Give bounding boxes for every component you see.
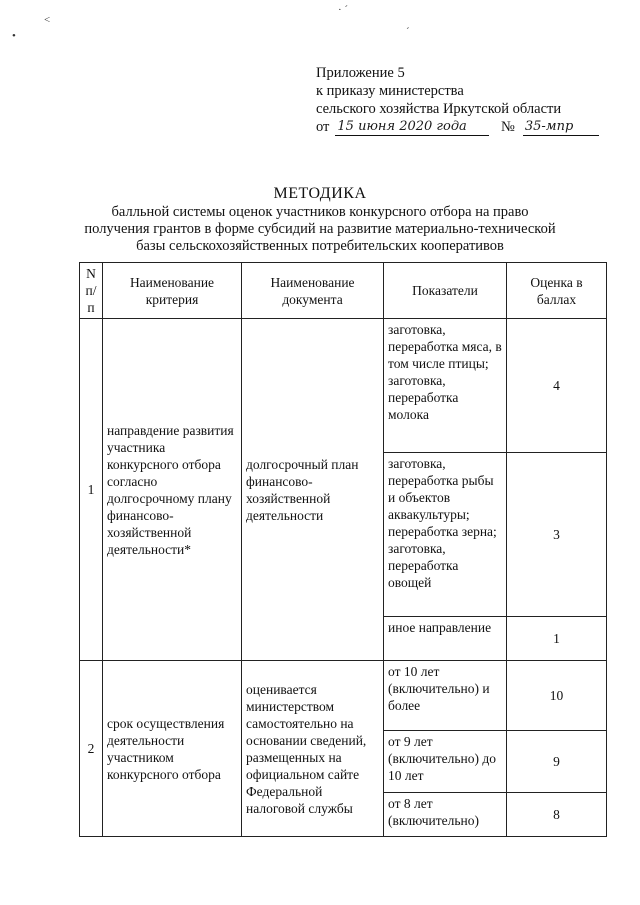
table-header-row: [80, 263, 607, 319]
row-number: 1: [80, 319, 103, 661]
indicator-cell: заготовка, переработка рыбы и объектов аквакультуры; переработка зерна; заготовка, переработка овощей: [384, 453, 507, 617]
table-row: [80, 319, 607, 453]
indicator-cell: от 10 лет (включительно) и более: [384, 661, 507, 731]
order-date-handwritten: 15 июня 2020 года: [335, 118, 489, 136]
appendix-line: к приказу министерства: [316, 83, 464, 99]
criterion-cell: срок осуществления деятельности участником конкурсного отбора: [103, 661, 242, 837]
score-cell: 4: [507, 319, 607, 453]
appendix-line: Приложение 5: [316, 65, 405, 81]
scan-mark: •: [12, 30, 16, 42]
document-subtitle-line: балльной системы оценок участников конкурсного отбора на право: [111, 204, 529, 220]
score-cell: 8: [507, 793, 607, 837]
document-cell: оценивается министерством самостоятельно на основании сведений, размещенных на официальном сайте Федеральной налоговой службы: [242, 661, 384, 837]
table-row: [80, 661, 607, 731]
criterion-cell: направдение развития участника конкурсного отбора согласно долгосрочному плану финансово-хозяйственной деятельности*: [103, 319, 242, 661]
score-cell: 1: [507, 617, 607, 661]
scan-mark: ˊ: [406, 26, 410, 38]
document-subtitle-line: получения грантов в форме субсидий на развитие материально-технической: [84, 221, 556, 237]
document-cell: долгосрочный план финансово-хозяйственной деятельности: [242, 319, 384, 661]
indicator-cell: иное направление: [384, 617, 507, 661]
indicator-cell: от 8 лет (включительно): [384, 793, 507, 837]
document-subtitle-line: базы сельскохозяйственных потребительских кооперативов: [136, 238, 504, 254]
score-cell: 10: [507, 661, 607, 731]
indicator-cell: от 9 лет (включительно) до 10 лет: [384, 731, 507, 793]
date-prefix: от: [316, 119, 330, 135]
score-cell: 9: [507, 731, 607, 793]
scan-mark: ˂: [44, 14, 51, 26]
indicator-cell: заготовка, переработка мяса, в том числе птицы; заготовка, переработка молока: [384, 319, 507, 453]
appendix-block: [316, 64, 599, 136]
header-document: Наименование документа: [242, 263, 384, 319]
header-criterion: Наименование критерия: [103, 263, 242, 319]
order-date-number-row: [316, 118, 599, 136]
criteria-table: [79, 262, 607, 837]
number-label: №: [501, 119, 515, 135]
header-score: Оценка в баллах: [507, 263, 607, 319]
appendix-line: сельского хозяйства Иркутской области: [316, 101, 562, 117]
header-number: N п/п: [80, 263, 103, 319]
scan-mark: · ˊ: [338, 4, 349, 16]
document-title: МЕТОДИКА: [273, 185, 367, 202]
score-cell: 3: [507, 453, 607, 617]
document-title-block: [80, 185, 560, 255]
order-number-handwritten: 35-мпр: [523, 118, 599, 136]
header-indicators: Показатели: [384, 263, 507, 319]
row-number: 2: [80, 661, 103, 837]
